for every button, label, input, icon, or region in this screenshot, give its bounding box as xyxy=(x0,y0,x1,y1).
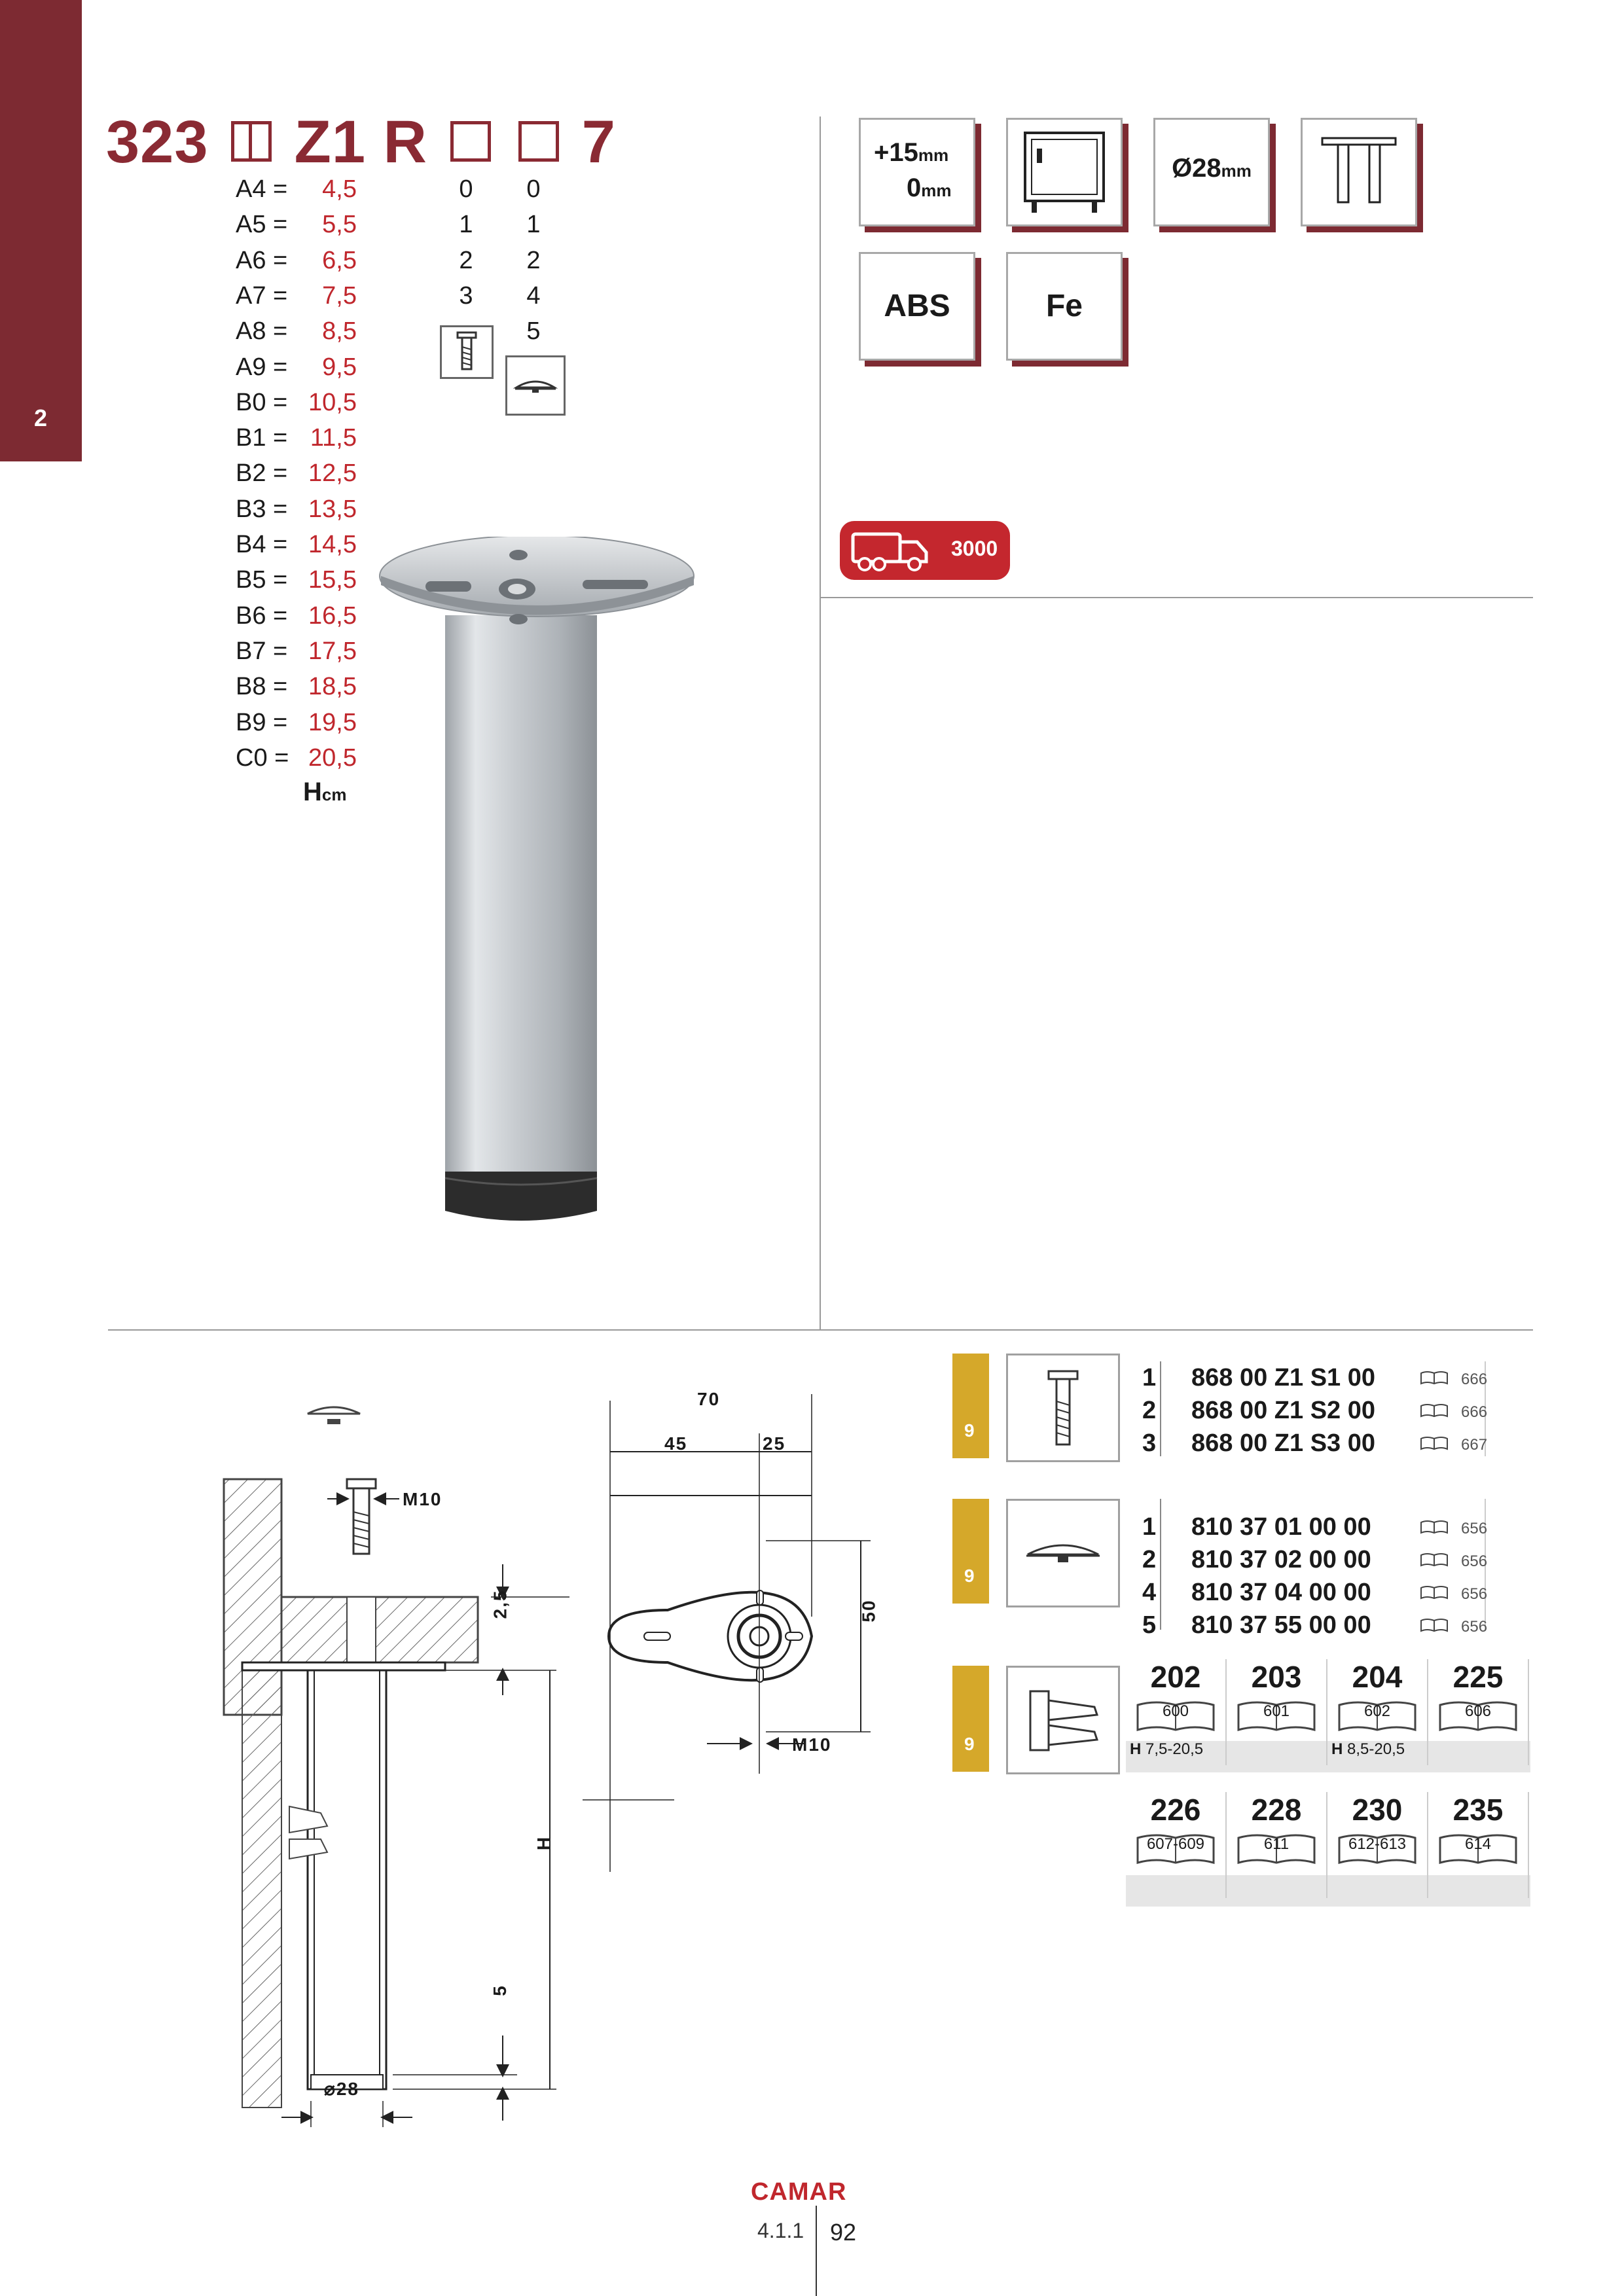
dim-50: 50 xyxy=(858,1599,879,1623)
height-code: B6 = xyxy=(236,601,288,630)
catalog-page-ref: 614 xyxy=(1464,1835,1492,1853)
dim-h: H xyxy=(533,1835,554,1851)
catalog-page-ref: 656 xyxy=(1461,1520,1488,1537)
option1-value: 0 xyxy=(459,175,473,203)
catalog-page-ref: 602 xyxy=(1363,1702,1391,1720)
chapter-number: 2 xyxy=(34,404,48,431)
height-row xyxy=(236,740,357,776)
clip-picture xyxy=(1006,1666,1120,1774)
truck-icon xyxy=(840,521,938,580)
height-row xyxy=(236,456,357,491)
option2-value: 1 xyxy=(526,211,541,239)
height-code: C0 = xyxy=(236,744,289,772)
compatible-product-number: 235 xyxy=(1453,1793,1504,1827)
product-photo xyxy=(373,537,766,1250)
cabinet-icon-box xyxy=(1006,118,1123,226)
dim-70: 70 xyxy=(697,1389,721,1409)
option1-value: 3 xyxy=(459,281,473,310)
accessory-tab-caps: 9 xyxy=(952,1499,989,1604)
separator xyxy=(1160,1499,1161,1630)
item-number: 1 xyxy=(1142,1513,1157,1541)
height-row xyxy=(236,278,357,314)
catalog-book-icon xyxy=(1419,1402,1449,1419)
accessory-tab-clips: 9 xyxy=(952,1666,989,1772)
catalog-page-ref: 607-609 xyxy=(1146,1835,1205,1853)
page-number: 92 xyxy=(830,2219,857,2246)
dim-diameter-28: ⌀28 xyxy=(324,2079,360,2099)
height-code: B9 = xyxy=(236,708,288,736)
height-value: 8,5 xyxy=(322,317,357,346)
height-code: B2 = xyxy=(236,459,288,488)
height-row xyxy=(236,207,357,242)
clip-icon xyxy=(1008,1668,1118,1772)
compatible-product-cell xyxy=(1126,1792,1227,1898)
cabinet-icon xyxy=(1008,120,1121,224)
compatible-product-number: 204 xyxy=(1352,1660,1403,1694)
technical-drawing xyxy=(216,1381,871,2134)
item-number: 2 xyxy=(1142,1546,1157,1573)
height-value: 9,5 xyxy=(322,353,357,381)
catalog-page-ref: 612-613 xyxy=(1348,1835,1407,1853)
code-suffix: 7 xyxy=(581,109,616,175)
height-value: 15,5 xyxy=(308,566,357,594)
height-code: B8 = xyxy=(236,673,288,701)
option2-value: 4 xyxy=(526,281,541,310)
catalog-section: 4.1.1 xyxy=(757,2219,804,2242)
option2-value: 5 xyxy=(526,317,541,346)
height-row xyxy=(236,705,357,740)
height-value: 14,5 xyxy=(308,531,357,558)
packaging-quantity-badge xyxy=(840,521,1010,580)
catalog-page-ref: 601 xyxy=(1263,1702,1290,1720)
height-row xyxy=(236,314,357,349)
height-code: A9 = xyxy=(236,353,288,381)
code-box-option1 xyxy=(450,121,491,162)
height-code: A5 = xyxy=(236,211,288,239)
dim-45: 45 xyxy=(664,1433,688,1454)
item-code: 868 00 Z1 S2 00 xyxy=(1191,1397,1375,1424)
item-number: 4 xyxy=(1142,1579,1157,1606)
catalog-page-ref: 656 xyxy=(1461,1585,1488,1603)
catalog-page-ref: 667 xyxy=(1461,1436,1488,1454)
dim-2-5: 2,5 xyxy=(490,1589,511,1619)
height-code: B5 = xyxy=(236,566,288,594)
code-middle: Z1 R xyxy=(294,109,427,175)
compatible-product-cell xyxy=(1428,1792,1529,1898)
product-code-title xyxy=(106,108,616,177)
item-number: 3 xyxy=(1142,1429,1157,1457)
item-number: 5 xyxy=(1142,1611,1157,1639)
vertical-divider xyxy=(820,117,821,1331)
catalog-book-icon xyxy=(1419,1617,1449,1634)
code-box-option2 xyxy=(518,121,559,162)
compatible-product-number: 225 xyxy=(1453,1660,1504,1694)
item-code: 810 37 01 00 00 xyxy=(1191,1513,1371,1541)
catalog-book-icon xyxy=(1419,1584,1449,1601)
compatible-product-number: 230 xyxy=(1352,1793,1403,1827)
item-code: 810 37 55 00 00 xyxy=(1191,1611,1371,1639)
horizontal-divider-right xyxy=(820,597,1533,598)
catalog-page-ref: 600 xyxy=(1162,1702,1189,1720)
catalog-page-ref: 611 xyxy=(1263,1835,1290,1853)
catalog-page-ref: 666 xyxy=(1461,1371,1488,1388)
cap-picture xyxy=(1006,1499,1120,1607)
packaging-quantity: 3000 xyxy=(951,537,998,560)
height-value: 19,5 xyxy=(308,708,357,736)
height-code: B4 = xyxy=(236,531,288,558)
material-abs-box: ABS xyxy=(859,252,975,361)
compatible-product-cell xyxy=(1126,1659,1227,1765)
height-row xyxy=(236,385,357,420)
height-value: 5,5 xyxy=(322,211,357,239)
height-value: 10,5 xyxy=(308,388,357,416)
mounting-plate-icon-box xyxy=(1301,118,1417,226)
height-value: 7,5 xyxy=(322,281,357,310)
chapter-tab xyxy=(0,0,82,461)
height-code: A4 = xyxy=(236,175,288,203)
item-number: 2 xyxy=(1142,1397,1157,1424)
diameter-box: Ø28mm xyxy=(1153,118,1270,226)
screw-option-icon xyxy=(440,325,494,379)
compatible-product-cell xyxy=(1327,1659,1428,1765)
catalog-page-ref: 666 xyxy=(1461,1403,1488,1421)
catalog-page-ref: 656 xyxy=(1461,1618,1488,1636)
height-range-note: H 7,5-20,5 xyxy=(1130,1740,1204,1758)
option2-value: 0 xyxy=(526,175,541,203)
item-code: 810 37 04 00 00 xyxy=(1191,1579,1371,1606)
compatible-product-cell xyxy=(1227,1792,1327,1898)
height-unit-label: Hcm xyxy=(303,778,347,806)
height-code: B7 = xyxy=(236,637,288,665)
dim-m10-top: M10 xyxy=(792,1734,832,1755)
height-value: 11,5 xyxy=(310,424,357,452)
catalog-book-icon xyxy=(1419,1551,1449,1568)
mounting-plate-icon xyxy=(1303,120,1415,224)
height-row xyxy=(236,420,357,456)
screw-icon xyxy=(1008,1355,1118,1460)
dim-5: 5 xyxy=(489,1984,510,1996)
height-code: A8 = xyxy=(236,317,288,346)
material-fe-box: Fe xyxy=(1006,252,1123,361)
code-box-height xyxy=(231,121,272,162)
option2-value: 2 xyxy=(526,246,541,274)
compatible-product-cell xyxy=(1227,1659,1327,1765)
height-value: 18,5 xyxy=(308,673,357,701)
screw-picture xyxy=(1006,1354,1120,1462)
height-value: 20,5 xyxy=(308,744,357,772)
dim-25: 25 xyxy=(763,1433,786,1454)
compatible-product-cell xyxy=(1428,1659,1529,1765)
height-row xyxy=(236,669,357,704)
catalog-page-ref: 656 xyxy=(1461,1552,1488,1570)
height-row xyxy=(236,243,357,278)
code-prefix: 323 xyxy=(106,109,209,175)
height-value: 16,5 xyxy=(308,601,357,630)
option1-value: 1 xyxy=(459,211,473,239)
height-range-note: H 8,5-20,5 xyxy=(1331,1740,1405,1758)
item-number: 1 xyxy=(1142,1364,1157,1391)
height-row xyxy=(236,634,357,669)
height-row xyxy=(236,171,357,207)
compatible-product-number: 228 xyxy=(1251,1793,1302,1827)
separator xyxy=(1160,1361,1161,1456)
height-code: B3 = xyxy=(236,495,288,523)
item-code: 868 00 Z1 S1 00 xyxy=(1191,1364,1375,1391)
accessory-tab-screws: 9 xyxy=(952,1354,989,1458)
height-row xyxy=(236,350,357,385)
brand-logo: CAMAR xyxy=(751,2178,847,2206)
cap-option-icon xyxy=(505,355,566,416)
cap-icon xyxy=(1008,1501,1118,1605)
height-value: 17,5 xyxy=(308,637,357,665)
dim-m10-side: M10 xyxy=(403,1489,442,1509)
height-value: 6,5 xyxy=(322,246,357,274)
height-adjust-box: +15mm 0mm xyxy=(859,118,975,226)
height-code: A7 = xyxy=(236,281,288,310)
option1-value: 2 xyxy=(459,246,473,274)
footer-divider xyxy=(816,2206,817,2296)
catalog-book-icon xyxy=(1419,1435,1449,1452)
height-code: B1 = xyxy=(236,424,288,452)
compatible-product-number: 203 xyxy=(1251,1660,1302,1694)
horizontal-divider-main xyxy=(108,1329,1533,1331)
height-row xyxy=(236,527,357,562)
catalog-book-icon xyxy=(1419,1369,1449,1386)
height-value: 13,5 xyxy=(308,495,357,523)
catalog-page-ref: 606 xyxy=(1464,1702,1492,1720)
item-code: 810 37 02 00 00 xyxy=(1191,1546,1371,1573)
height-row xyxy=(236,562,357,598)
item-code: 868 00 Z1 S3 00 xyxy=(1191,1429,1375,1457)
height-code: A6 = xyxy=(236,246,288,274)
compatible-product-cell xyxy=(1327,1792,1428,1898)
height-value: 4,5 xyxy=(322,175,357,203)
height-code: B0 = xyxy=(236,388,288,416)
compatible-product-number: 202 xyxy=(1150,1660,1201,1694)
catalog-book-icon xyxy=(1419,1518,1449,1535)
height-value: 12,5 xyxy=(308,459,357,488)
compatible-product-number: 226 xyxy=(1150,1793,1201,1827)
height-row xyxy=(236,492,357,527)
height-row xyxy=(236,598,357,634)
